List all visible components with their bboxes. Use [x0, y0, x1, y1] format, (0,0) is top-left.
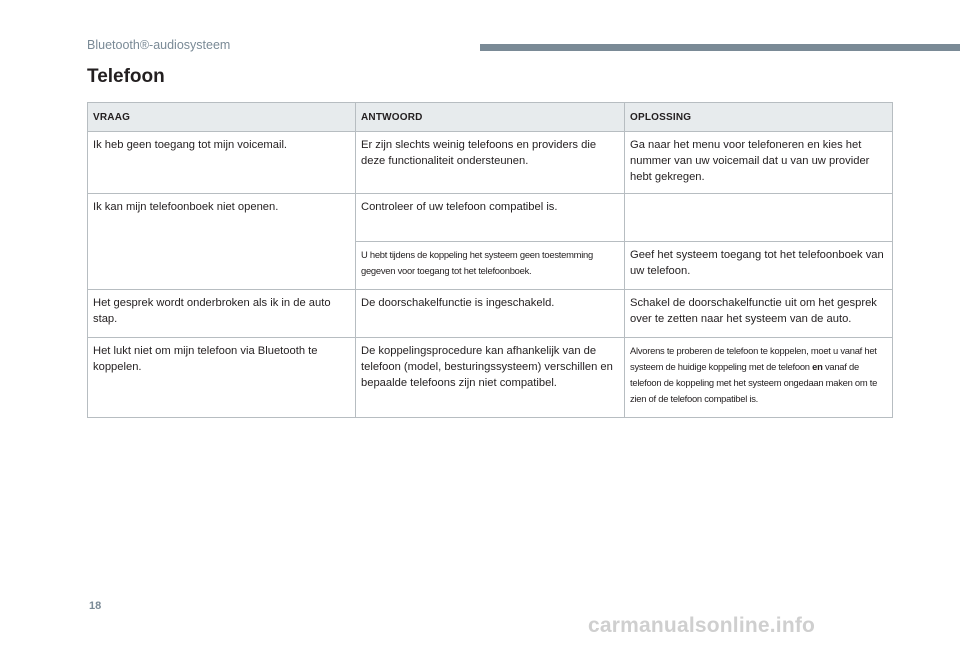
- answer-cell: De koppelingsprocedure kan afhankelijk van de telefoon (model, besturingssysteem) verschillen en bepaalde telefoons zijn niet compatibel.: [356, 338, 625, 418]
- solution-text-part2: vanaf de telefoon de koppeling met het systeem ongedaan maken om te zien of de telefoon compatibel is.: [630, 361, 878, 404]
- solution-text-part1: Alvorens te proberen de telefoon te koppelen, moet u vanaf het systeem de huidige koppeling met de telefoon: [630, 345, 877, 372]
- header-bar: [480, 44, 960, 51]
- answer-cell: De doorschakelfunctie is ingeschakeld.: [356, 290, 625, 338]
- column-header-answer: ANTWOORD: [356, 103, 625, 132]
- solution-cell: Schakel de doorschakelfunctie uit om het gesprek over te zetten naar het systeem van de auto.: [625, 290, 893, 338]
- table-row: [88, 290, 893, 338]
- column-header-solution: OPLOSSING: [625, 103, 893, 132]
- section-label: Bluetooth®-audiosysteem: [87, 38, 231, 52]
- table-header-row: [88, 103, 893, 132]
- solution-cell: [625, 338, 893, 418]
- solution-cell: [625, 194, 893, 242]
- solution-text-bold: en: [812, 361, 823, 372]
- question-cell: Ik heb geen toegang tot mijn voicemail.: [88, 132, 356, 194]
- table-row: [88, 338, 893, 418]
- answer-cell: [356, 242, 625, 290]
- answer-cell: Controleer of uw telefoon compatibel is.: [356, 194, 625, 242]
- question-cell: Het gesprek wordt onderbroken als ik in de auto stap.: [88, 290, 356, 338]
- page-number: 18: [89, 600, 102, 612]
- watermark: carmanualsonline.info: [588, 614, 816, 637]
- table-row: [88, 194, 893, 242]
- answer-cell: Er zijn slechts weinig telefoons en providers die deze functionaliteit ondersteunen.: [356, 132, 625, 194]
- question-cell: Ik kan mijn telefoonboek niet openen.: [88, 194, 356, 290]
- question-cell: Het lukt niet om mijn telefoon via Bluetooth te koppelen.: [88, 338, 356, 418]
- answer-text: U hebt tijdens de koppeling het systeem geen toestemming gegeven voor toegang tot het telefoonboek.: [361, 249, 593, 276]
- solution-cell: Ga naar het menu voor telefoneren en kies het nummer van uw voicemail dat u van uw provider hebt gekregen.: [625, 132, 893, 194]
- page-title: Telefoon: [87, 66, 165, 87]
- solution-cell: Geef het systeem toegang tot het telefoonboek van uw telefoon.: [625, 242, 893, 290]
- faq-table: [87, 102, 893, 418]
- table-row: [88, 132, 893, 194]
- column-header-question: VRAAG: [88, 103, 356, 132]
